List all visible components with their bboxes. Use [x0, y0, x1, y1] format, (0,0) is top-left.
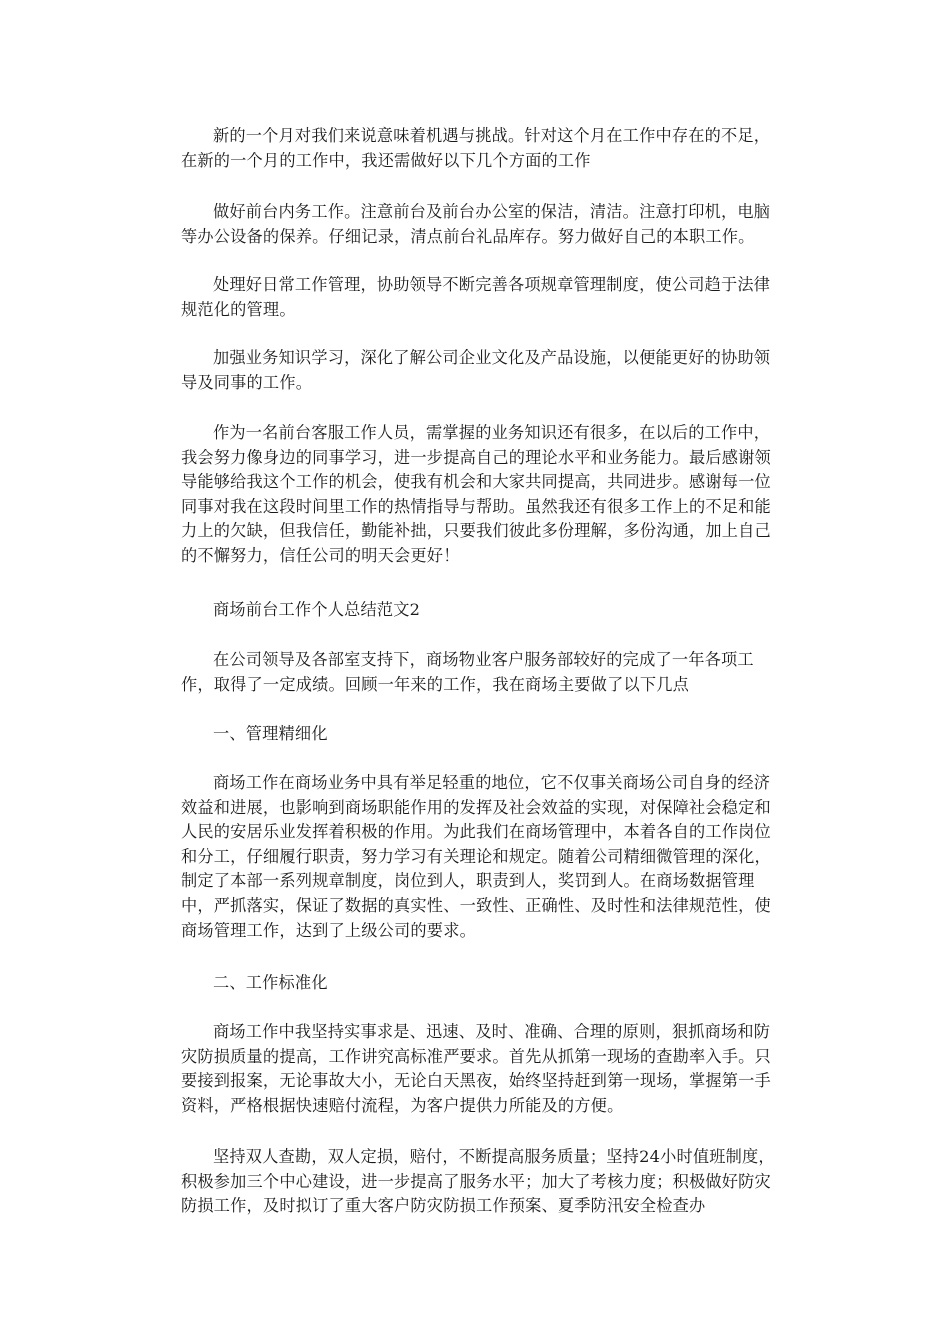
paragraph-intro: 新的一个月对我们来说意味着机遇与挑战。针对这个月在工作中存在的不足，在新的一个月的工作中，我还需做好以下几个方面的工作: [181, 126, 771, 170]
paragraph-sample2-intro: 在公司领导及各部室支持下，商场物业客户服务部较好的完成了一年各项工作，取得了一定成绩。回顾一年来的工作，我在商场主要做了以下几点: [181, 650, 754, 694]
paragraph-standardization: 商场工作中我坚持实事求是、迅速、及时、准确、合理的原则，狠抓商场和防灾防损质量的提高，工作讲究高标准严要求。首先从抓第一现场的查勘率入手。只要接到报案，无论事故大小，无论白天黑夜，始终坚持赶到第一现场，掌握第一手资料，严格根据快速赔付流程，为客户提供力所能及的方便。: [181, 1022, 771, 1115]
paragraph-business-knowledge: 加强业务知识学习，深化了解公司企业文化及产品设施，以便能更好的协助领导及同事的工作。: [181, 348, 771, 392]
section-heading-sample-2: 商场前台工作个人总结范文2: [213, 600, 421, 619]
paragraph-dual-survey: 坚持双人查勘，双人定损，赔付，不断提高服务质量；坚持24小时值班制度，积极参加三个中心建设，进一步提高了服务水平；加大了考核力度；积极做好防灾防损工作，及时拟订了重大客户防灾防损工作预案、夏季防汛安全检查办: [181, 1147, 775, 1216]
paragraph-conclusion: 作为一名前台客服工作人员，需掌握的业务知识还有很多，在以后的工作中，我会努力像身边的同事学习，进一步提高自己的理论水平和业务能力。最后感谢领导能够给我这个工作的机会，使我有机会和大家共同提高，共同进步。感谢每一位同事对我在这段时间里工作的热情指导与帮助。虽然我还有很多工作上的不足和能力上的欠缺，但我信任，勤能补拙，只要我们彼此多份理解，多份沟通，加上自己的不懈努力，信任公司的明天会更好！: [181, 423, 771, 565]
section-heading-refined-management: 一、管理精细化: [213, 724, 328, 743]
paragraph-front-desk-duties: 做好前台内务工作。注意前台及前台办公室的保洁，清洁。注意打印机，电脑等办公设备的保养。仔细记录，清点前台礼品库存。努力做好自己的本职工作。: [181, 202, 771, 246]
paragraph-daily-management: 处理好日常工作管理，协助领导不断完善各项规章管理制度，使公司趋于法律规范化的管理。: [181, 275, 771, 319]
section-heading-standardization: 二、工作标准化: [213, 973, 328, 992]
paragraph-refined-management: 商场工作在商场业务中具有举足轻重的地位，它不仅事关商场公司自身的经济效益和进展，也影响到商场职能作用的发挥及社会效益的实现，对保障社会稳定和人民的安居乐业发挥着积极的作用。为此我们在商场管理中，本着各自的工作岗位和分工，仔细履行职责，努力学习有关理论和规定。随着公司精细微管理的深化，制定了本部一系列规章制度，岗位到人，职责到人，奖罚到人。在商场数据管理中，严抓落实，保证了数据的真实性、一致性、正确性、及时性和法律规范性，使商场管理工作，达到了上级公司的要求。: [181, 773, 771, 940]
